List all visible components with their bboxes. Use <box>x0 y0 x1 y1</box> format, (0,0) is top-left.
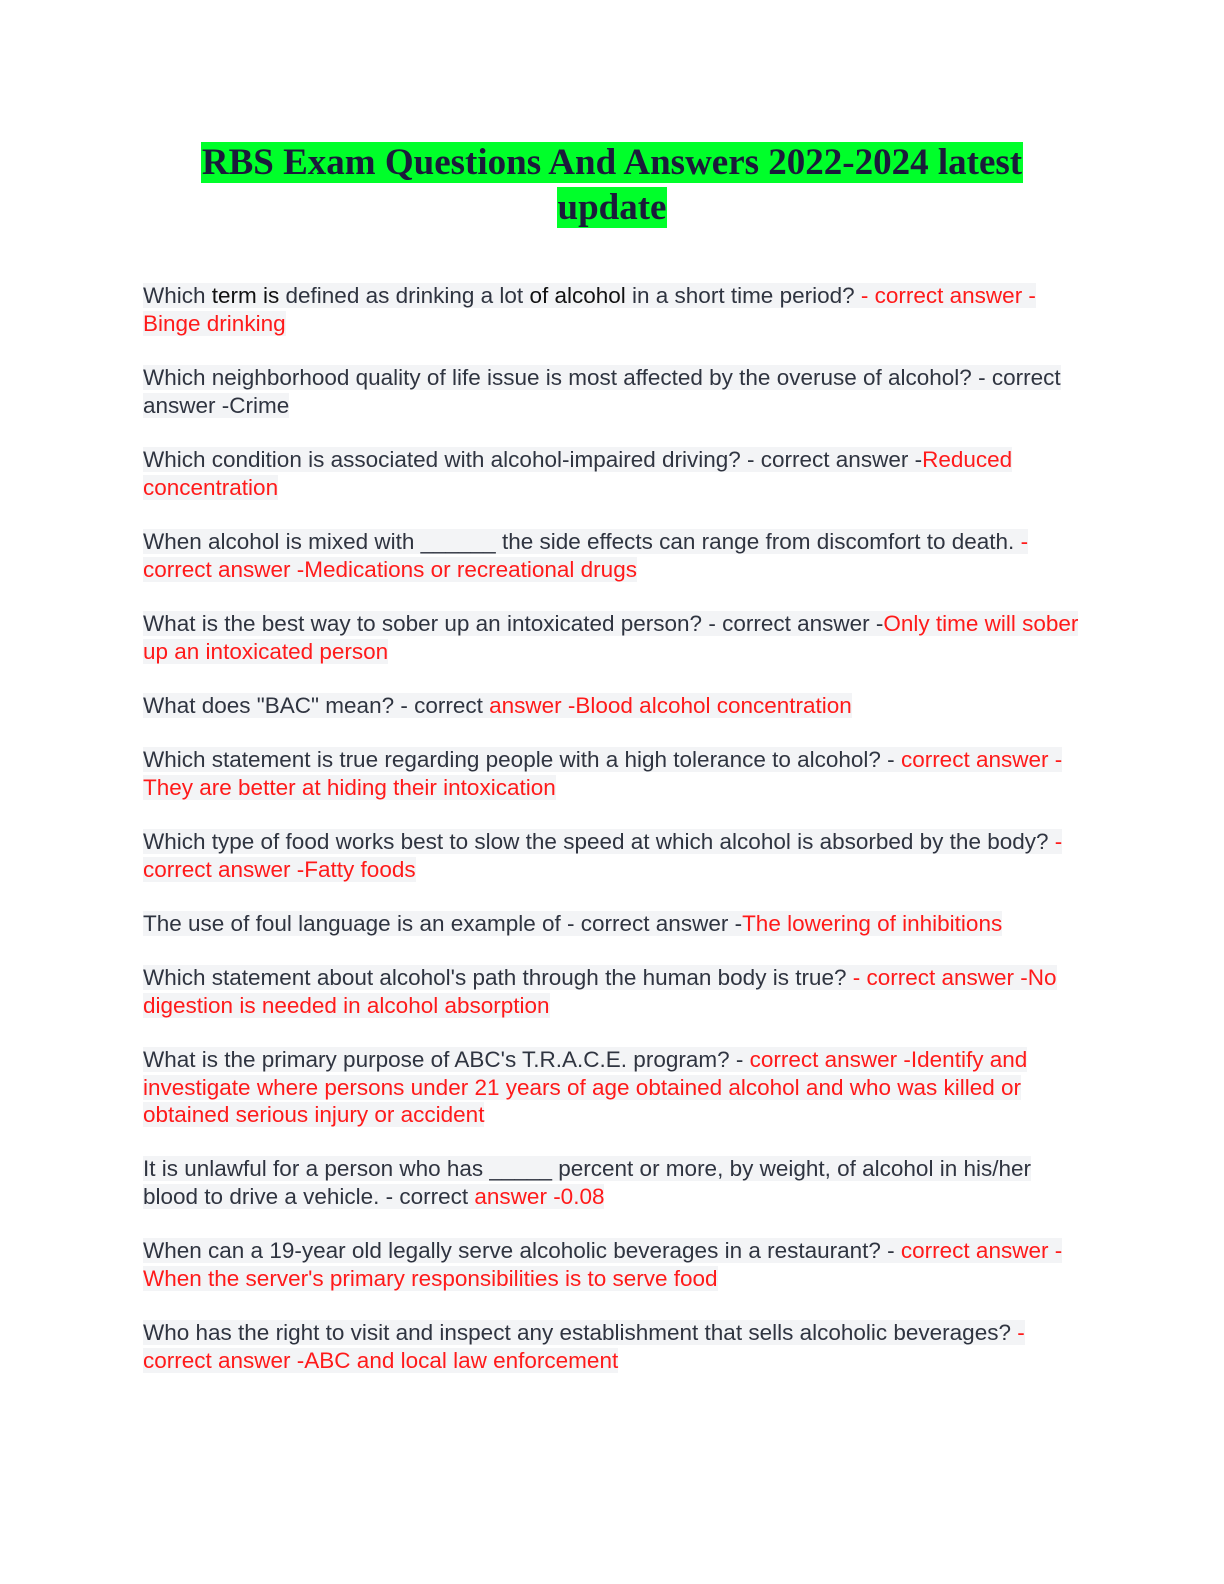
question-text: Which statement is true regarding people with a high tolerance to alcohol? - <box>143 747 901 772</box>
question-text: What is the primary purpose of ABC's T.R.A.C.E. program? - <box>143 1047 750 1072</box>
question-text: Which <box>143 283 212 308</box>
qa-item <box>143 282 1083 337</box>
answer-text: correct answer -When the server's primary responsibilities is to serve food <box>143 1238 1063 1291</box>
answer-text: Reduced concentration <box>143 447 1013 500</box>
qa-item <box>143 1237 1083 1292</box>
qa-item <box>143 1046 1083 1129</box>
answer-text: answer -Blood alcohol concentration <box>489 693 852 718</box>
question-text: Which statement about alcohol's path through the human body is true? <box>143 965 853 990</box>
qa-item <box>143 910 1083 938</box>
question-text: in a short time period? <box>625 283 861 308</box>
question-text: Which condition is associated with alcohol-impaired driving? - correct answer - <box>143 447 923 472</box>
answer-text: correct answer -Identify and investigate where persons under 21 years of age obtained alcohol and who was killed or obtained serious injury or accident <box>143 1047 1028 1127</box>
answer-text: - correct answer -Fatty foods <box>143 829 1063 882</box>
question-text: What does "BAC" mean? - correct <box>143 693 490 718</box>
question-text: of alcohol <box>529 283 626 308</box>
answer-text: - correct answer -No digestion is needed in alcohol absorption <box>143 965 1057 1018</box>
qa-item <box>143 610 1083 665</box>
question-text: Who has the right to visit and inspect any establishment that sells alcoholic beverages? <box>143 1320 1018 1345</box>
qa-item <box>143 828 1083 883</box>
answer-text: - correct answer -ABC and local law enforcement <box>143 1320 1025 1373</box>
question-text: Which type of food works best to slow the speed at which alcohol is absorbed by the body? <box>143 829 1055 854</box>
qa-item <box>143 1155 1083 1210</box>
question-text: term is <box>211 283 280 308</box>
question-text: defined as drinking a lot <box>279 283 530 308</box>
answer-text: answer -0.08 <box>474 1183 605 1209</box>
answer-text: - correct answer -Binge drinking <box>143 283 1036 336</box>
question-text: It is unlawful for a person who has _____ percent or more, by weight, of alcohol in his/her blood to drive a vehicle. - correct <box>143 1156 1031 1209</box>
qa-item <box>143 746 1083 801</box>
title-line-1: RBS Exam Questions And Answers 2022-2024 latest <box>201 142 1023 183</box>
qa-item <box>143 364 1083 419</box>
title-line-2: update <box>557 187 667 228</box>
question-text: Which neighborhood quality of life issue is most affected by the overuse of alcohol? - correct answer -Crime <box>143 365 1061 418</box>
document-title <box>160 140 1064 230</box>
answer-text: - correct answer -Medications or recreational drugs <box>143 529 1029 582</box>
qa-item <box>143 964 1083 1019</box>
question-text: The use of foul language is an example of - correct answer - <box>143 911 743 936</box>
answer-text: Only time will sober up an intoxicated person <box>143 611 1079 664</box>
answer-text: correct answer -They are better at hiding their intoxication <box>143 747 1063 800</box>
question-text: What is the best way to sober up an intoxicated person? - correct answer - <box>143 611 884 636</box>
qa-item <box>143 692 1083 720</box>
qa-item <box>143 528 1083 583</box>
qa-item <box>143 1319 1083 1374</box>
answer-text: The lowering of inhibitions <box>742 911 1003 936</box>
question-text: When can a 19-year old legally serve alcoholic beverages in a restaurant? - <box>143 1238 901 1263</box>
qa-item <box>143 446 1083 501</box>
question-text: When alcohol is mixed with ______ the side effects can range from discomfort to death. <box>143 529 1021 554</box>
